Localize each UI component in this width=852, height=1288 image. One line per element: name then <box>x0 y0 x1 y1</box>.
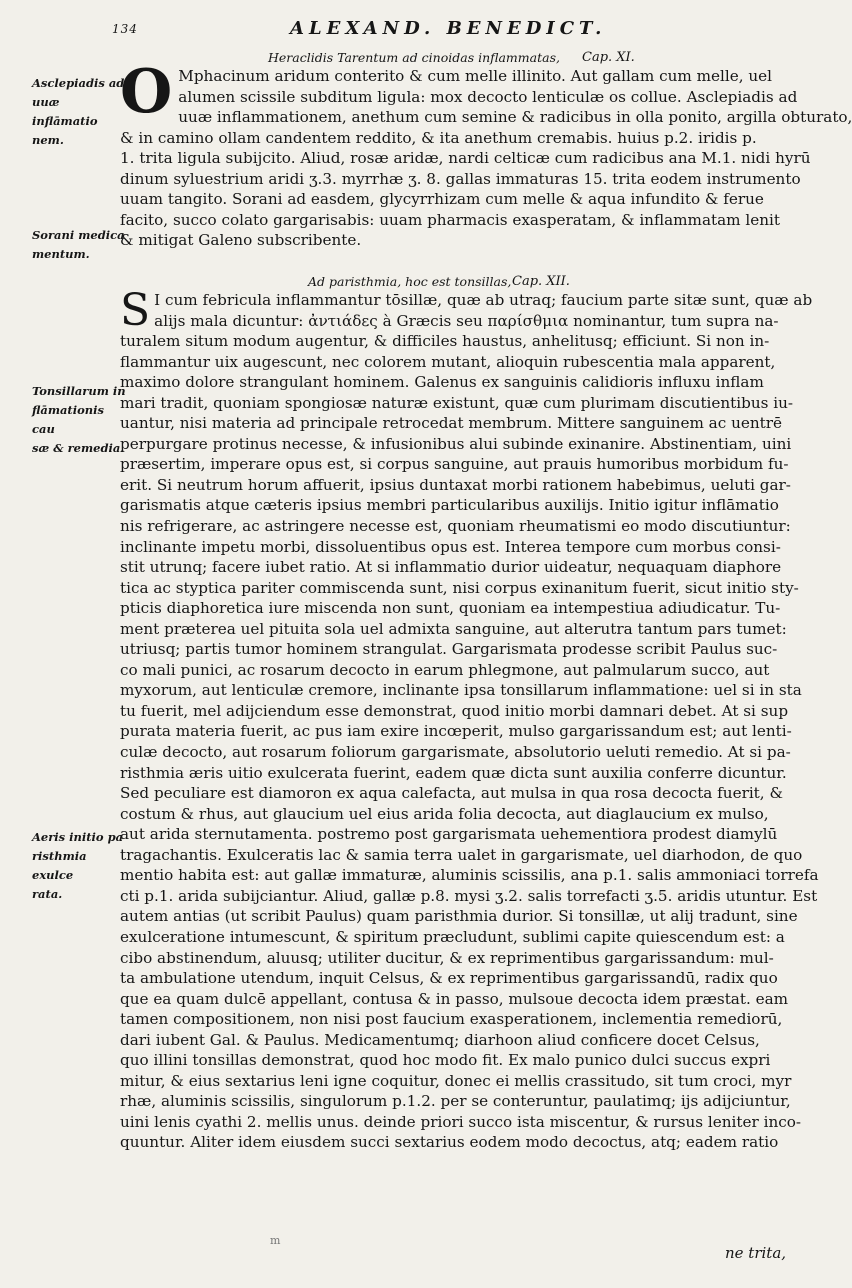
text-line: Sed peculiare est diamoron ex aqua calefacta, aut mulsa in qua rosa decocta fuerit, & <box>120 784 783 803</box>
margin-note-sorani <box>32 226 128 264</box>
text-line: utriusq; partis tumor hominem strangulat. Gargarismata prodesse scribit Paulus suc- <box>120 640 778 659</box>
section-subtitle: Heraclidis Tarentum ad cinoidas inflammatas, <box>268 50 560 65</box>
margin-note-line: uuæ inflāmatio <box>32 95 98 128</box>
text-line: que ea quam dulcē appellant, contusa & in passo, mulsoue decocta idem præstat. eam <box>120 989 789 1008</box>
text-line: uantur, nisi materia ad principale retrocedat membrum. Mittere sanguinem ac uentrē <box>120 414 782 433</box>
text-line: erit. Si neutrum horum affuerit, ipsius duntaxat morbi rationem habebimus, ueluti gar- <box>120 475 791 494</box>
margin-note-line: risthmia exulce <box>32 849 87 882</box>
drop-cap: S <box>120 285 151 336</box>
text-line: mentio habita est: aut gallæ immaturæ, aluminis scissilis, ana p.1. salis ammoniaci torrefa <box>120 866 819 885</box>
text-line: mari tradit, quoniam spongiosæ naturæ existunt, quæ cum plurimam discutientibus iu- <box>120 393 794 412</box>
text-line: mitur, & eius sextarius leni igne coquitur, donec ei mellis crassitudo, sit tum croci, myr <box>120 1071 792 1090</box>
text-line: uuam tangito. Sorani ad easdem, glycyrrhizam cum melle & aqua infundito & ferue <box>120 190 764 209</box>
text-line: ment præterea uel pituita sola uel admixta sanguine, aut alterutra tantum pars tumet: <box>120 619 787 638</box>
section-subtitle: Ad paristhmia, hoc est tonsillas, <box>308 274 512 289</box>
margin-note-line: sæ & remedia. <box>32 441 125 455</box>
text-line: exulceratione intumescunt, & spiritum præcludunt, sublimi capite quiescendum est: a <box>120 927 785 946</box>
running-header <box>112 18 772 44</box>
text-line: autem antias (ut scribit Paulus) quam paristhmia durior. Si tonsillæ, ut alij tradunt, sine <box>120 907 798 926</box>
text-line: tica ac styptica pariter commiscenda sunt, nisi corpus exinanitum fuerit, sicut initio sty- <box>120 578 799 597</box>
chapter-12-text <box>120 285 819 1153</box>
text-line: dinum syluestrium aridi ʒ.3. myrrhæ ʒ. 8. gallas immaturas 15. trita eodem instrumento <box>120 169 801 188</box>
margin-note-aeris <box>32 828 128 904</box>
text-line: myxorum, aut lenticulæ cremore, inclinante ipsa tonsillarum inflammatione: uel si in sta <box>120 681 802 700</box>
text-line: cti p.1. arida subijciantur. Aliud, gallæ p.8. mysi ʒ.2. salis torrefacti ʒ.5. aridis utuntur. Est <box>120 886 818 905</box>
text-line: tu fuerit, mel adijciendum esse demonstrat, quod initio morbi damnari debet. At si sup <box>120 701 789 720</box>
text-line: stit utrunq; facere iubet ratio. At si inflammatio durior uideatur, nequaquam diaphore <box>120 558 782 577</box>
text-line: culæ decocto, aut rosarum foliorum gargarismate, absolutorio ueluti remedio. At si pa- <box>120 743 791 762</box>
margin-note-line: Aeris initio pa <box>32 830 124 844</box>
page-number: 134 <box>112 22 138 36</box>
margin-note-line: Sorani medica <box>32 228 125 242</box>
text-line: purata materia fuerit, ac pus iam exire incœperit, mulso gargarissandum est; aut lenti- <box>120 722 792 741</box>
catchword: ne trita, <box>725 1244 787 1262</box>
text-line: rhæ, aluminis scissilis, singulorum p.1.2. per se conteruntur, paulatimq; ijs adijciuntur, <box>120 1092 791 1111</box>
text-line: I cum febricula inflammantur tōsillæ, quæ ab utraq; faucium parte sitæ sunt, quæ ab <box>154 291 813 309</box>
text-line: 1. trita ligula subijcito. Aliud, rosæ aridæ, nardi celticæ cum radicibus ana M.1. nidi hyrū <box>120 149 811 168</box>
text-line: cibo abstinendum, aluusq; utiliter ducitur, & ex reprimentibus gargarissandum: mul- <box>120 948 774 967</box>
text-line: co mali punici, ac rosarum decocto in earum phlegmone, aut palmularum succo, aut <box>120 660 770 679</box>
text-line: dari iubent Gal. & Paulus. Medicamentumq; diarhoon aliud conficere docet Celsus, <box>120 1030 760 1049</box>
text-line: pticis diaphoretica iure miscenda non sunt, quoniam ea intempestiua adiudicatur. Tu- <box>120 599 781 618</box>
margin-note-line: Tonsillarum in <box>32 384 126 398</box>
text-line: maximo dolore strangulant hominem. Galenus ex sanguinis calidioris influxu inflam <box>120 373 764 392</box>
text-line: tragachantis. Exulceratis lac & samia terra ualet in gargarismate, uel diarhodon, de quo <box>120 845 803 864</box>
text-line: tamen compositionem, non nisi post faucium exasperationem, inclementia remediorū, <box>120 1010 783 1029</box>
text-line: aut arida sternutamenta. postremo post gargarismata uehementiora prodest diamylū <box>120 825 778 844</box>
text-line: costum & rhus, aut glaucium uel eius arida folia decocta, aut diaglaucium ex mulso, <box>120 804 769 823</box>
text-line: inclinante impetu morbi, dissoluentibus opus est. Interea tempore cum morbus consi- <box>120 537 781 556</box>
margin-note-asclepiadis <box>32 74 128 150</box>
chapter-number: Cap. XI. <box>582 50 635 65</box>
text-line: alumen scissile subditum ligula: mox decocto lenticulæ os collue. Asclepiadis ad <box>178 87 798 106</box>
chapter-number: Cap. XII. <box>512 274 570 289</box>
margin-note-line: rata. <box>32 887 63 901</box>
text-line: Mphacinum aridum conterito & cum melle illinito. Aut gallam cum melle, uel <box>178 67 772 85</box>
text-line: quuntur. Aliter idem eiusdem succi sextarius eodem modo decoctus, atq; eadem ratio <box>120 1133 779 1152</box>
margin-note-line: Asclepiadis ad <box>32 76 125 90</box>
margin-note-line: flāmationis cau <box>32 403 104 436</box>
text-line: & in camino ollam candentem reddito, & ita anethum cremabis. huius p.2. iridis p. <box>120 128 757 147</box>
text-line: facito, succo colato gargarisabis: uuam pharmacis exasperatam, & inflammatam lenit <box>120 210 780 229</box>
text-line: præsertim, imperare opus est, si corpus sanguine, aut prauis humoribus morbidum fu- <box>120 455 789 474</box>
text-line: garismatis atque cæteris ipsius membri particularibus auxilijs. Initio igitur inflāmatio <box>120 496 779 515</box>
margin-note-line: mentum. <box>32 247 90 261</box>
signature-mark: m <box>270 1234 281 1247</box>
margin-note-line: nem. <box>32 133 64 147</box>
text-line: flammantur uix augescunt, nec colorem mutant, alioquin rubescentia mala apparent, <box>120 352 776 371</box>
text-line: uini lenis cyathi 2. mellis unus. deinde priori succo ista miscentur, & rursus leniter inco- <box>120 1112 802 1131</box>
text-line: quo illini tonsillas demonstrat, quod hoc modo fit. Ex malo punico dulci succus expri <box>120 1051 771 1070</box>
margin-note-tonsillarum <box>32 382 128 458</box>
text-line: ta ambulatione utendum, inquit Celsus, & ex reprimentibus gargarissandū, radix quo <box>120 969 778 988</box>
text-line: perpurgare protinus necesse, & infusionibus alui subinde exinanire. Abstinentiam, uini <box>120 434 792 453</box>
text-line: uuæ inflammationem, anethum cum semine & radicibus in olla ponito, argilla obturato, <box>178 108 852 127</box>
text-line: risthmia æris uitio exulcerata fuerint, eadem quæ dicta sunt auxilia conferre dicuntur. <box>120 763 787 782</box>
running-title: ALEXAND. BENEDICT. <box>290 18 607 39</box>
text-line: nis refrigerare, ac astringere necesse est, quoniam rheumatismi eo modo discutiuntur: <box>120 517 791 536</box>
drop-cap: O <box>120 57 173 127</box>
text-line: alijs mala dicuntur: ἀντιάδες à Græcis seu παρίσθμια nominantur, tum supra na- <box>154 311 779 330</box>
text-line: turalem situm modum augentur, & difficiles haustus, anhelitusq; efficiunt. Si non in- <box>120 332 770 351</box>
text-line: & mitigat Galeno subscribente. <box>120 231 362 250</box>
